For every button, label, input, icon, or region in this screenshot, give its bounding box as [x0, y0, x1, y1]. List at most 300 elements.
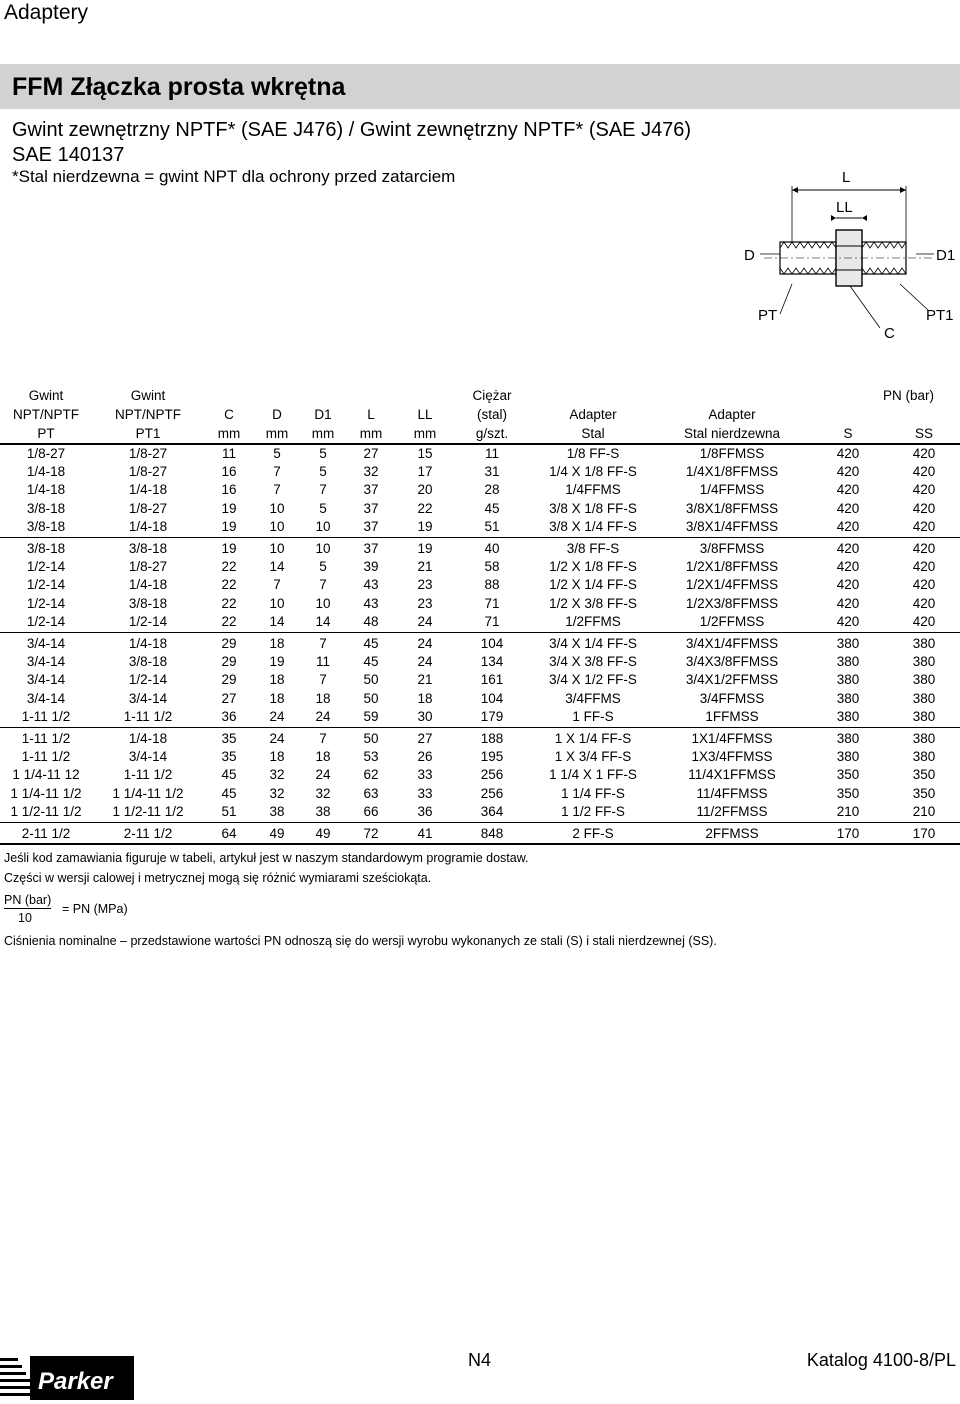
- cell-C: 51: [204, 803, 254, 823]
- cell-thread-pt: 1 1/4-11 12: [12, 767, 80, 783]
- cell-pn-SS: 350: [912, 785, 936, 801]
- table-row: [0, 690, 960, 708]
- table-row: [0, 613, 960, 633]
- cell-adapter-stainless: 1/2X1/8FFMSS: [685, 559, 779, 575]
- cell-D1: 18: [315, 690, 331, 706]
- subtitle-standard: SAE 140137: [12, 144, 125, 166]
- cell-LL: 21: [417, 672, 433, 688]
- cell-L: 50: [363, 672, 379, 688]
- cell-pn-SS: 420: [912, 464, 936, 480]
- cell-D1: 10: [300, 518, 346, 538]
- cell-thread-pt1: 1 1/4-11 1/2: [112, 785, 184, 801]
- cell-LL: 33: [417, 785, 433, 801]
- cell-D: 10: [269, 500, 285, 516]
- cell-adapter-stainless: 1/4X1/8FFMSS: [685, 464, 779, 480]
- header-adapter: Adapter: [569, 407, 617, 422]
- cell-C: 22: [221, 595, 237, 611]
- cell-pn-SS: 420: [888, 613, 960, 633]
- header-adapter-stainless: Stal nierdzewna: [656, 424, 808, 444]
- cell-LL: 18: [417, 690, 433, 706]
- cell-pn-S: 350: [836, 767, 860, 783]
- table-row: [0, 481, 960, 499]
- header-weight-2: (stal): [477, 407, 507, 422]
- header-D: D: [272, 407, 282, 422]
- cell-adapter-stainless: 1/2X3/8FFMSS: [685, 595, 779, 611]
- cell-D: 18: [269, 672, 285, 688]
- cell-adapter-steel: 3/8 X 1/4 FF-S: [530, 518, 656, 538]
- cell-adapter-steel: 1/4 X 1/8 FF-S: [549, 464, 637, 480]
- footnote-standard-program: Jeśli kod zamawiania figuruje w tabeli, artykuł jest w naszym standardowym programie dostaw.: [4, 851, 529, 865]
- header-weight-unit: g/szt.: [454, 424, 530, 444]
- cell-thread-pt1: 3/8-18: [128, 595, 168, 611]
- cell-D1: 24: [300, 708, 346, 728]
- cell-D: 24: [269, 731, 285, 747]
- cell-D1: 5: [319, 559, 327, 575]
- cell-D1: 14: [300, 613, 346, 633]
- cell-pn-SS: 380: [912, 749, 936, 765]
- cell-weight: 256: [480, 785, 504, 801]
- cell-L: 59: [346, 708, 396, 728]
- cell-pn-S: 350: [836, 785, 860, 801]
- cell-adapter-steel: 1 1/4 FF-S: [561, 785, 625, 801]
- cell-pn-S: 170: [808, 823, 888, 845]
- cell-thread-pt1: 3/4-14: [128, 690, 168, 706]
- table-row: [0, 633, 960, 654]
- cell-adapter-stainless: 3/4FFMSS: [699, 690, 765, 706]
- cell-D: 7: [273, 464, 281, 480]
- table-row: [0, 653, 960, 671]
- cell-weight: 28: [484, 482, 500, 498]
- cell-thread-pt1: 1-11 1/2: [123, 767, 173, 783]
- cell-thread-pt: 1 1/2-11 1/2: [0, 803, 92, 823]
- cell-LL: 23: [417, 595, 433, 611]
- cell-adapter-stainless: 1/2FFMSS: [656, 613, 808, 633]
- cell-adapter-stainless: 11/2FFMSS: [656, 803, 808, 823]
- cell-pn-SS: 380: [912, 636, 936, 652]
- header-adapter-ss: Adapter: [708, 407, 756, 422]
- cell-thread-pt1: 1/8-27: [128, 559, 168, 575]
- dim-label-D1: D1: [936, 247, 956, 264]
- cell-adapter-steel: 3/8 X 1/8 FF-S: [549, 500, 637, 516]
- table-row: [0, 748, 960, 766]
- table-row: [0, 671, 960, 689]
- cell-L: 43: [363, 577, 379, 593]
- cell-C: 27: [221, 690, 237, 706]
- cell-LL: 36: [396, 803, 454, 823]
- header-thread-pt-1: Gwint: [28, 388, 64, 403]
- cell-pn-S: 420: [836, 446, 860, 461]
- cell-D1: 5: [319, 464, 327, 480]
- cell-thread-pt: 1/8-27: [26, 446, 66, 461]
- cell-L: 37: [363, 541, 379, 557]
- cell-thread-pt: 1/4-18: [26, 482, 66, 498]
- cell-D: 18: [269, 749, 285, 765]
- cell-adapter-steel: 3/4 X 3/8 FF-S: [549, 654, 637, 670]
- cell-C: 22: [204, 613, 254, 633]
- cell-D: 38: [254, 803, 300, 823]
- title-bar: [0, 64, 960, 109]
- cell-L: 39: [363, 559, 379, 575]
- cell-D1: 10: [315, 595, 331, 611]
- cell-LL: 19: [417, 541, 433, 557]
- cell-C: 16: [221, 464, 237, 480]
- cell-LL: 17: [417, 464, 433, 480]
- cell-adapter-steel: 3/8 FF-S: [566, 541, 620, 557]
- cell-pn-S: 420: [808, 613, 888, 633]
- table-row: [0, 823, 960, 845]
- cell-pn-S: 380: [836, 731, 860, 747]
- cell-D: 14: [269, 559, 285, 575]
- cell-LL: 19: [396, 518, 454, 538]
- cell-C: 36: [204, 708, 254, 728]
- header-thread-pt-3: PT: [0, 424, 92, 444]
- cell-C: 19: [221, 541, 237, 557]
- header-L-unit: mm: [346, 424, 396, 444]
- cell-thread-pt: 1/2-14: [26, 559, 66, 575]
- cell-pn-S: 420: [808, 518, 888, 538]
- cell-C: 29: [221, 654, 237, 670]
- cell-adapter-steel: 2 FF-S: [530, 823, 656, 845]
- cell-D: 7: [273, 577, 281, 593]
- cell-D1: 5: [319, 500, 327, 516]
- cell-adapter-steel: 1 1/2 FF-S: [530, 803, 656, 823]
- cell-LL: 30: [396, 708, 454, 728]
- cell-adapter-stainless: 2FFMSS: [656, 823, 808, 845]
- cell-thread-pt1: 1/4-18: [128, 636, 168, 652]
- cell-D: 18: [269, 636, 285, 652]
- cell-LL: 27: [417, 731, 433, 747]
- dim-label-LL: LL: [836, 199, 853, 216]
- cell-weight: 71: [484, 595, 500, 611]
- cell-thread-pt: 3/4-14: [26, 690, 66, 706]
- table-row: [0, 538, 960, 559]
- cell-D: 24: [254, 708, 300, 728]
- svg-text:Parker: Parker: [38, 1368, 113, 1395]
- cell-D1: 24: [315, 767, 331, 783]
- cell-adapter-steel: 1 FF-S: [530, 708, 656, 728]
- table-row: [0, 595, 960, 613]
- cell-adapter-steel: 3/4 X 1/4 FF-S: [549, 636, 637, 652]
- cell-pn-SS: 420: [912, 577, 936, 593]
- cell-L: 45: [363, 654, 379, 670]
- cell-adapter-steel: 1 X 1/4 FF-S: [554, 731, 632, 747]
- table-row: [0, 708, 960, 728]
- cell-L: 27: [363, 446, 379, 461]
- cell-LL: 23: [417, 577, 433, 593]
- cell-pn-SS: 420: [912, 559, 936, 575]
- cell-LL: 24: [417, 636, 433, 652]
- stainless-note: *Stal nierdzewna = gwint NPT dla ochrony przed zatarciem: [12, 167, 456, 186]
- cell-weight: 104: [480, 690, 504, 706]
- cell-thread-pt1: 1/2-14: [92, 613, 204, 633]
- cell-C: 11: [221, 446, 236, 461]
- cell-D: 32: [269, 767, 285, 783]
- cell-thread-pt: 3/4-14: [26, 654, 66, 670]
- dim-label-PT1: PT1: [926, 307, 954, 324]
- header-weight-1: Ciężar: [472, 388, 512, 403]
- cell-pn-SS: 380: [912, 654, 936, 670]
- cell-pn-SS: 380: [912, 690, 936, 706]
- cell-adapter-steel: 3/4 X 1/2 FF-S: [549, 672, 637, 688]
- table-row: [0, 766, 960, 784]
- cell-thread-pt1: 2-11 1/2: [92, 823, 204, 845]
- cell-adapter-steel: 1/2FFMS: [530, 613, 656, 633]
- cell-L: 43: [363, 595, 379, 611]
- cell-thread-pt: 1 1/4-11 1/2: [10, 785, 82, 801]
- cell-thread-pt1: 1/4-18: [128, 577, 168, 593]
- cell-pn-SS: 420: [912, 482, 936, 498]
- cell-weight: 58: [484, 559, 500, 575]
- cell-C: 29: [221, 636, 237, 652]
- cell-D1: 7: [319, 636, 327, 652]
- cell-thread-pt: 3/4-14: [26, 636, 66, 652]
- header-thread-pt-2: NPT/NPTF: [13, 407, 79, 422]
- cell-weight: 31: [484, 464, 500, 480]
- cell-adapter-stainless: 1FFMSS: [656, 708, 808, 728]
- cell-thread-pt1: 3/8-18: [128, 654, 168, 670]
- cell-pn-S: 380: [836, 636, 860, 652]
- cell-pn-S: 210: [808, 803, 888, 823]
- header-C: C: [224, 407, 234, 422]
- catalog-reference: Katalog 4100-8/PL: [806, 1350, 956, 1370]
- formula-result: = PN (MPa): [62, 902, 128, 916]
- cell-C: 35: [221, 749, 237, 765]
- cell-pn-S: 420: [836, 541, 860, 557]
- cell-D: 19: [269, 654, 285, 670]
- cell-LL: 20: [417, 482, 433, 498]
- formula-denominator: 10: [18, 911, 32, 925]
- header-LL: LL: [417, 407, 433, 422]
- cell-adapter-steel: 1/2 X 3/8 FF-S: [549, 595, 637, 611]
- cell-LL: 21: [417, 559, 433, 575]
- cell-pn-SS: 420: [912, 595, 936, 611]
- cell-thread-pt: 1-11 1/2: [0, 708, 92, 728]
- cell-D: 5: [273, 446, 281, 461]
- cell-adapter-stainless: 11/4FFMSS: [696, 785, 768, 801]
- dim-label-L: L: [842, 169, 851, 186]
- section-label: Adaptery: [4, 1, 89, 24]
- header-D1-unit: mm: [300, 424, 346, 444]
- cell-weight: 88: [484, 577, 500, 593]
- cell-C: 22: [221, 559, 237, 575]
- cell-L: 62: [363, 767, 379, 783]
- cell-pn-S: 420: [836, 482, 860, 498]
- table-row: [0, 518, 960, 538]
- cell-thread-pt1: 1-11 1/2: [92, 708, 204, 728]
- cell-adapter-stainless: 1/4FFMSS: [699, 482, 765, 498]
- cell-pn-S: 420: [836, 500, 860, 516]
- cell-D: 10: [254, 518, 300, 538]
- cell-thread-pt1: 3/4-14: [128, 749, 168, 765]
- cell-L: 48: [346, 613, 396, 633]
- cell-weight: 188: [480, 731, 504, 747]
- cell-D1: 7: [319, 731, 327, 747]
- dim-label-D: D: [744, 247, 755, 264]
- cell-D1: 49: [300, 823, 346, 845]
- cell-adapter-stainless: 3/8FFMSS: [699, 541, 765, 557]
- cell-D: 49: [254, 823, 300, 845]
- table-row: [0, 803, 960, 823]
- header-D-unit: mm: [254, 424, 300, 444]
- cell-thread-pt1: 1 1/2-11 1/2: [92, 803, 204, 823]
- cell-C: 16: [221, 482, 237, 498]
- table-row: [0, 576, 960, 594]
- cell-adapter-stainless: 3/8X1/4FFMSS: [656, 518, 808, 538]
- dimension-table: [0, 386, 960, 845]
- cell-L: 66: [346, 803, 396, 823]
- cell-adapter-steel: 1/2 X 1/4 FF-S: [549, 577, 637, 593]
- cell-weight: 71: [454, 613, 530, 633]
- cell-weight: 161: [480, 672, 504, 688]
- cell-thread-pt1: 3/8-18: [128, 541, 168, 557]
- cell-thread-pt: 3/4-14: [26, 672, 66, 688]
- dim-label-PT: PT: [758, 307, 778, 324]
- cell-thread-pt: 3/8-18: [0, 518, 92, 538]
- cell-LL: 15: [417, 446, 433, 461]
- cell-LL: 26: [417, 749, 433, 765]
- page-title: FFM Złączka prosta wkrętna: [12, 73, 346, 101]
- cell-D: 7: [273, 482, 281, 498]
- cell-D: 18: [269, 690, 285, 706]
- cell-thread-pt: 3/8-18: [26, 500, 66, 516]
- cell-pn-SS: 170: [888, 823, 960, 845]
- cell-adapter-steel: 1 1/4 X 1 FF-S: [549, 767, 637, 783]
- cell-adapter-stainless: 1X1/4FFMSS: [691, 731, 773, 747]
- cell-pn-SS: 210: [888, 803, 960, 823]
- cell-LL: 41: [396, 823, 454, 845]
- cell-thread-pt1: 1/8-27: [128, 446, 168, 461]
- cell-weight: 848: [454, 823, 530, 845]
- table-row: [0, 728, 960, 749]
- cell-C: 35: [221, 731, 237, 747]
- header-adapter-steel: Stal: [530, 424, 656, 444]
- cell-C: 19: [221, 500, 237, 516]
- cell-L: 50: [363, 690, 379, 706]
- table-row: [0, 500, 960, 518]
- cell-pn-S: 420: [836, 577, 860, 593]
- cell-C: 29: [221, 672, 237, 688]
- parker-logo: [0, 1352, 134, 1404]
- cell-C: 64: [204, 823, 254, 845]
- header-thread-pt1-2: NPT/NPTF: [115, 407, 181, 422]
- cell-LL: 22: [417, 500, 433, 516]
- footnote-hex-dimensions: Części w wersji calowej i metrycznej mogą się różnić wymiarami sześciokąta.: [4, 871, 432, 885]
- cell-adapter-steel: 1/2 X 1/8 FF-S: [549, 559, 637, 575]
- cell-pn-S: 380: [836, 672, 860, 688]
- cell-D1: 7: [319, 672, 327, 688]
- cell-D1: 38: [300, 803, 346, 823]
- cell-pn-SS: 420: [912, 541, 936, 557]
- cell-D1: 7: [319, 482, 327, 498]
- cell-pn-SS: 420: [888, 518, 960, 538]
- header-thread-pt1-1: Gwint: [130, 388, 166, 403]
- cell-weight: 11: [484, 446, 499, 461]
- cell-weight: 40: [484, 541, 500, 557]
- cell-L: 45: [363, 636, 379, 652]
- footnote-nominal-pressure: Ciśnienia nominalne – przedstawione wartości PN odnoszą się do wersji wyrobu wykonanych ze stali (S) i stali nierdzewnej (SS).: [4, 934, 717, 948]
- cell-adapter-steel: 3/4FFMS: [565, 690, 621, 706]
- cell-L: 37: [363, 482, 379, 498]
- header-pn-S: S: [808, 424, 888, 444]
- cell-adapter-stainless: 3/4X1/2FFMSS: [685, 672, 779, 688]
- cell-D1: 18: [315, 749, 331, 765]
- header-D1: D1: [314, 407, 332, 422]
- cell-L: 53: [363, 749, 379, 765]
- cell-adapter-steel: 1/4FFMS: [565, 482, 621, 498]
- cell-thread-pt: 1-11 1/2: [21, 749, 71, 765]
- page-number: N4: [468, 1350, 492, 1370]
- header-thread-pt1-3: PT1: [92, 424, 204, 444]
- cell-adapter-stainless: 1/2X1/4FFMSS: [685, 577, 779, 593]
- cell-thread-pt1: 1/4-18: [128, 731, 168, 747]
- cell-L: 72: [346, 823, 396, 845]
- table-row: [0, 463, 960, 481]
- cell-adapter-stainless: 3/4X1/4FFMSS: [685, 636, 779, 652]
- dim-label-C: C: [884, 325, 895, 342]
- cell-weight: 45: [484, 500, 500, 516]
- cell-pn-S: 380: [808, 708, 888, 728]
- cell-L: 32: [363, 464, 379, 480]
- cell-D: 32: [269, 785, 285, 801]
- cell-weight: 256: [480, 767, 504, 783]
- cell-L: 63: [363, 785, 379, 801]
- cell-thread-pt: 3/8-18: [26, 541, 66, 557]
- cell-D: 10: [269, 595, 285, 611]
- cell-weight: 134: [480, 654, 504, 670]
- cell-D1: 11: [315, 654, 330, 670]
- cell-adapter-stainless: 1X3/4FFMSS: [691, 749, 773, 765]
- cell-C: 22: [221, 577, 237, 593]
- cell-thread-pt1: 1/2-14: [128, 672, 168, 688]
- subtitle-thread: Gwint zewnętrzny NPTF* (SAE J476) / Gwint zewnętrzny NPTF* (SAE J476): [12, 119, 692, 141]
- cell-C: 45: [221, 785, 237, 801]
- cell-pn-S: 380: [836, 654, 860, 670]
- header-pn-SS: SS: [888, 424, 960, 444]
- cell-D1: 32: [315, 785, 331, 801]
- table-row: [0, 558, 960, 576]
- cell-pn-S: 420: [836, 559, 860, 575]
- cell-pn-S: 380: [836, 749, 860, 765]
- header-pn: PN (bar): [882, 388, 934, 403]
- cell-thread-pt: 2-11 1/2: [0, 823, 92, 845]
- cell-adapter-steel: 1 X 3/4 FF-S: [554, 749, 632, 765]
- cell-D: 14: [254, 613, 300, 633]
- header-L: L: [367, 407, 375, 422]
- header-LL-unit: mm: [396, 424, 454, 444]
- cell-pn-S: 420: [836, 595, 860, 611]
- table-row: [0, 785, 960, 803]
- cell-thread-pt: 1/2-14: [0, 613, 92, 633]
- cell-weight: 179: [454, 708, 530, 728]
- cell-pn-S: 380: [836, 690, 860, 706]
- cell-LL: 33: [417, 767, 433, 783]
- cell-LL: 24: [417, 654, 433, 670]
- cell-thread-pt1: 1/4-18: [128, 482, 168, 498]
- cell-L: 37: [363, 500, 379, 516]
- cell-LL: 24: [396, 613, 454, 633]
- cell-thread-pt: 1-11 1/2: [21, 731, 71, 747]
- cell-pn-S: 420: [836, 464, 860, 480]
- cell-pn-SS: 380: [888, 708, 960, 728]
- table-row: [0, 444, 960, 463]
- cell-weight: 195: [480, 749, 504, 765]
- cell-thread-pt: 1/4-18: [26, 464, 66, 480]
- formula-numerator: PN (bar): [4, 893, 52, 907]
- cell-adapter-stainless: 3/8X1/8FFMSS: [685, 500, 779, 516]
- cell-D1: 7: [319, 577, 327, 593]
- cell-C: 19: [204, 518, 254, 538]
- cell-pn-SS: 380: [912, 672, 936, 688]
